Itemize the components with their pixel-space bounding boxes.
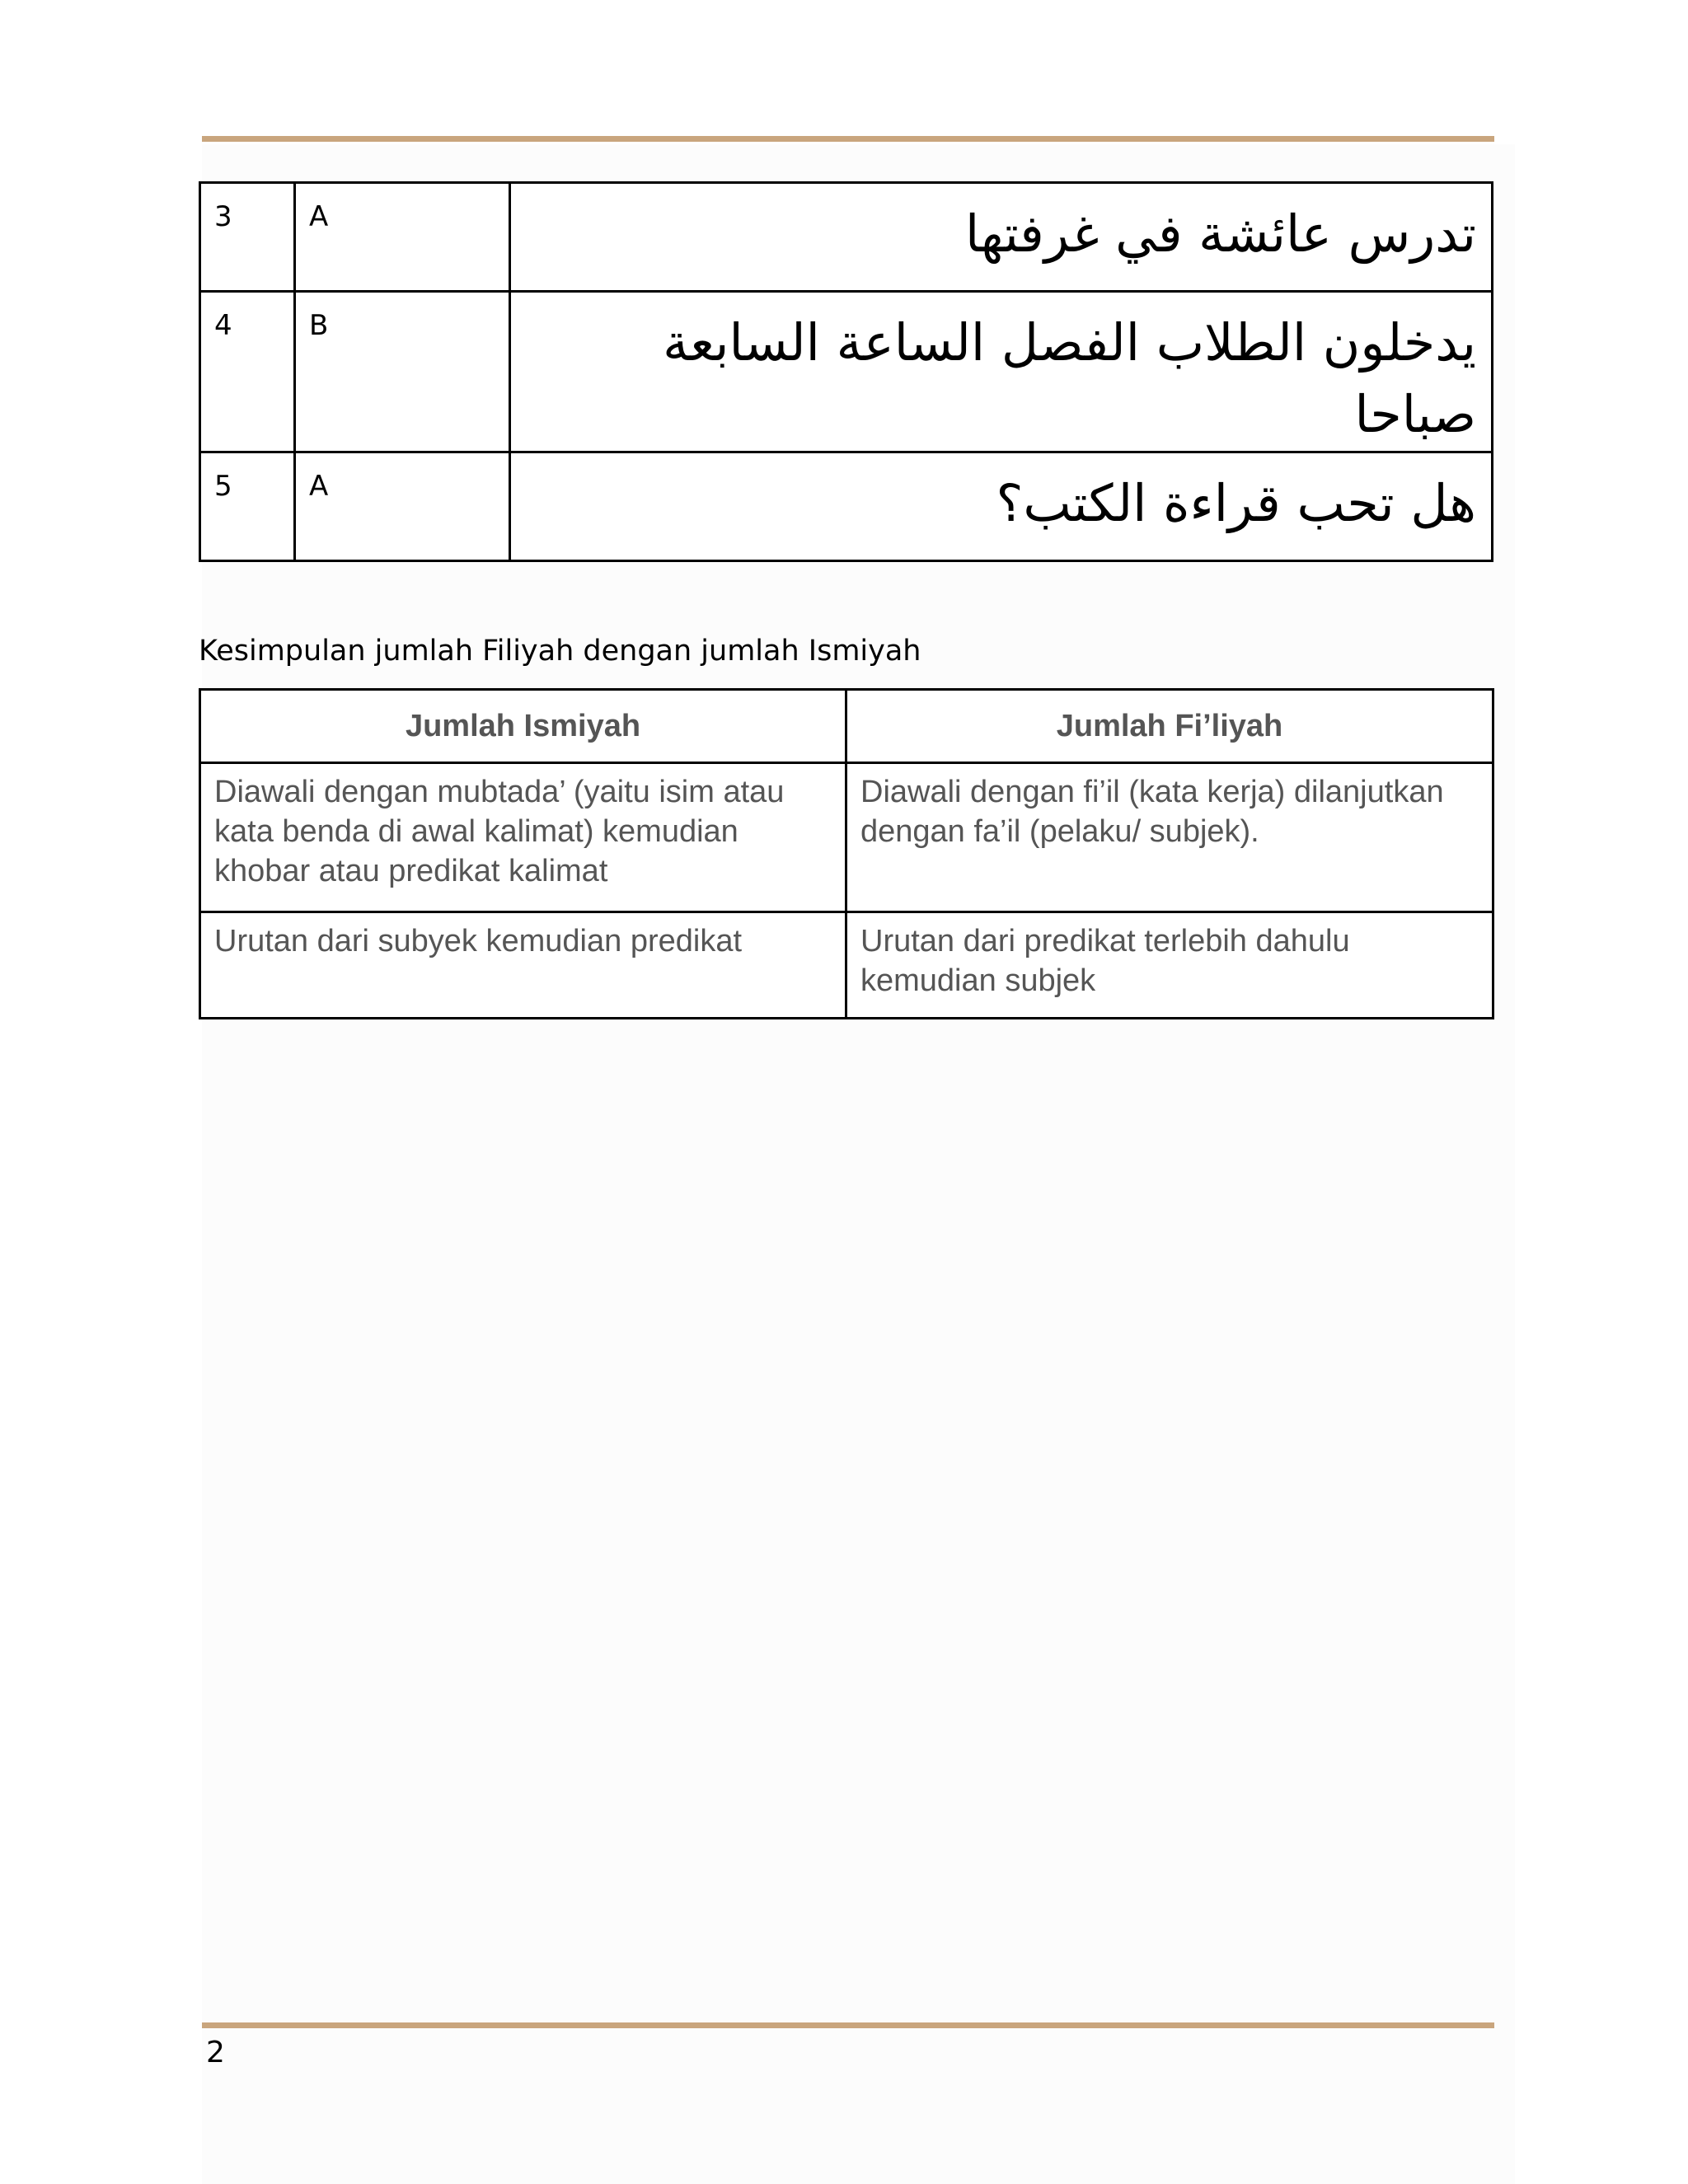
table-row [200, 452, 1493, 560]
footer-rule [202, 2022, 1494, 2028]
arabic-sentence: يدخلون الطلاب الفصل الساعة السابعة صباحا [510, 292, 1493, 452]
table-row [200, 183, 1493, 292]
table-row [200, 292, 1493, 452]
header-filiyah: Jumlah Fi’liyah [846, 690, 1493, 763]
table-row [200, 763, 1493, 912]
arabic-sentence: تدرس عائشة في غرفتها [510, 183, 1493, 292]
answer-key: B [295, 292, 510, 452]
row-number: 5 [200, 452, 295, 560]
row-number: 3 [200, 183, 295, 292]
comparison-table [199, 688, 1494, 1019]
answer-key: A [295, 183, 510, 292]
summary-caption: Kesimpulan jumlah Filiyah dengan jumlah Ismiyah [199, 635, 921, 668]
header-rule [202, 136, 1494, 142]
arabic-sentence: هل تحب قراءة الكتب؟ [510, 452, 1493, 560]
ismiyah-cell: Urutan dari subyek kemudian predikat [200, 912, 846, 1019]
header-ismiyah: Jumlah Ismiyah [200, 690, 846, 763]
answer-key: A [295, 452, 510, 560]
ismiyah-cell: Diawali dengan mubtada’ (yaitu isim atau kata benda di awal kalimat) kemudian khobar atau predikat kalimat [200, 763, 846, 912]
filiyah-cell: Urutan dari predikat terlebih dahulu kemudian subjek [846, 912, 1493, 1019]
page-number: 2 [206, 2036, 225, 2069]
row-number: 4 [200, 292, 295, 452]
table-header-row [200, 690, 1493, 763]
answer-table [199, 181, 1493, 562]
filiyah-cell: Diawali dengan fi’il (kata kerja) dilanjutkan dengan fa’il (pelaku/ subjek). [846, 763, 1493, 912]
table-row [200, 912, 1493, 1019]
